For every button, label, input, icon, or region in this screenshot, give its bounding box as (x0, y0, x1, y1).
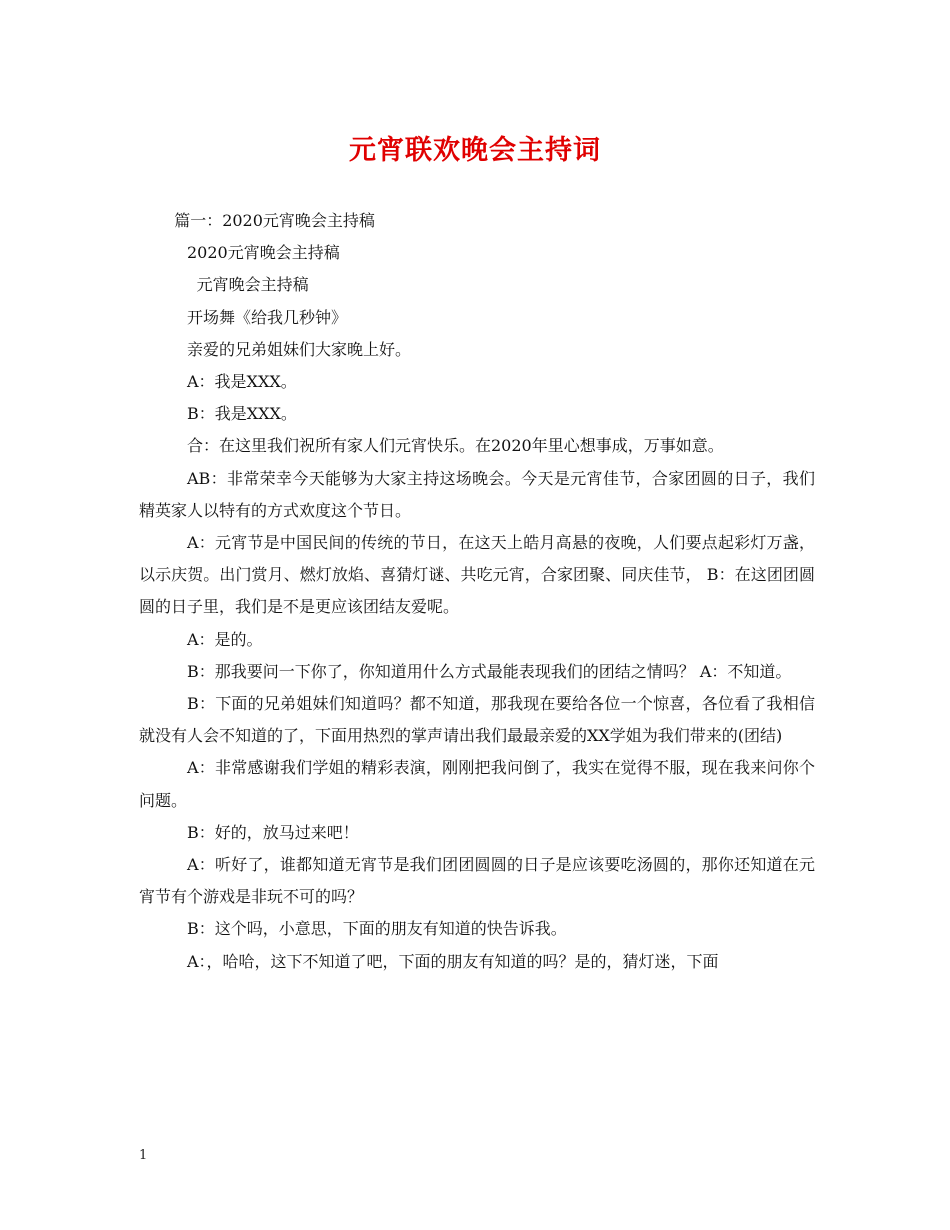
paragraph: A：听好了，谁都知道无宵节是我们团团圆圆的日子是应该要吃汤圆的，那你还知道在元宵节有个游戏是非玩不可的吗？ (139, 855, 815, 907)
paragraph: A：是的。 (187, 629, 263, 649)
document-body (139, 205, 815, 978)
paragraph: 亲爱的兄弟姐妹们大家晚上好。 (187, 339, 412, 359)
paragraph: 开场舞《给我几秒钟》 (187, 307, 348, 327)
paragraph: B：好的，放马过来吧！ (187, 822, 359, 842)
paragraph: 元宵晚会主持稿 (196, 275, 309, 295)
paragraph: A：我是XXX。 (187, 372, 297, 392)
paragraph: B：那我要问一下你了，你知道用什么方式最能表现我们的团结之情吗？ A：不知道。 (187, 661, 792, 681)
paragraph: B：下面的兄弟姐妹们知道吗？都不知道，那我现在要给各位一个惊喜，各位看了我相信就没有人会不知道的了，下面用热烈的掌声请出我们最最亲爱的XX学姐为我们带来的(团结) (139, 694, 815, 746)
paragraph: A：元宵节是中国民间的传统的节日，在这天上皓月高悬的夜晚，人们要点起彩灯万盏，以示庆贺。出门赏月、燃灯放焰、喜猜灯谜、共吃元宵，合家团聚、同庆佳节， B：在这团团圆圆的日子里，我们是不是更应该团结友爱呢。 (139, 533, 815, 617)
paragraph: A：，哈哈，这下不知道了吧，下面的朋友有知道的吗？是的，猜灯迷，下面 (187, 951, 719, 971)
document-title: 元宵联欢晚会主持词 (349, 135, 601, 166)
paragraph: 2020元宵晚会主持稿 (187, 243, 340, 263)
paragraph: B：这个吗，小意思，下面的朋友有知道的快告诉我。 (187, 919, 567, 939)
paragraph: 合：在这里我们祝所有家人们元宵快乐。在2020年里心想事成，万事如意。 (187, 436, 724, 456)
paragraph: AB：非常荣幸今天能够为大家主持这场晚会。今天是元宵佳节，合家团圆的日子，我们精英家人以特有的方式欢度这个节日。 (139, 468, 815, 520)
paragraph: A：非常感谢我们学姐的精彩表演，刚刚把我问倒了，我实在觉得不服，现在我来问你个问题。 (139, 758, 815, 810)
paragraph: B：我是XXX。 (187, 404, 297, 424)
page-number: 1 (139, 1148, 148, 1163)
paragraph: 篇一：2020元宵晚会主持稿 (174, 211, 375, 230)
